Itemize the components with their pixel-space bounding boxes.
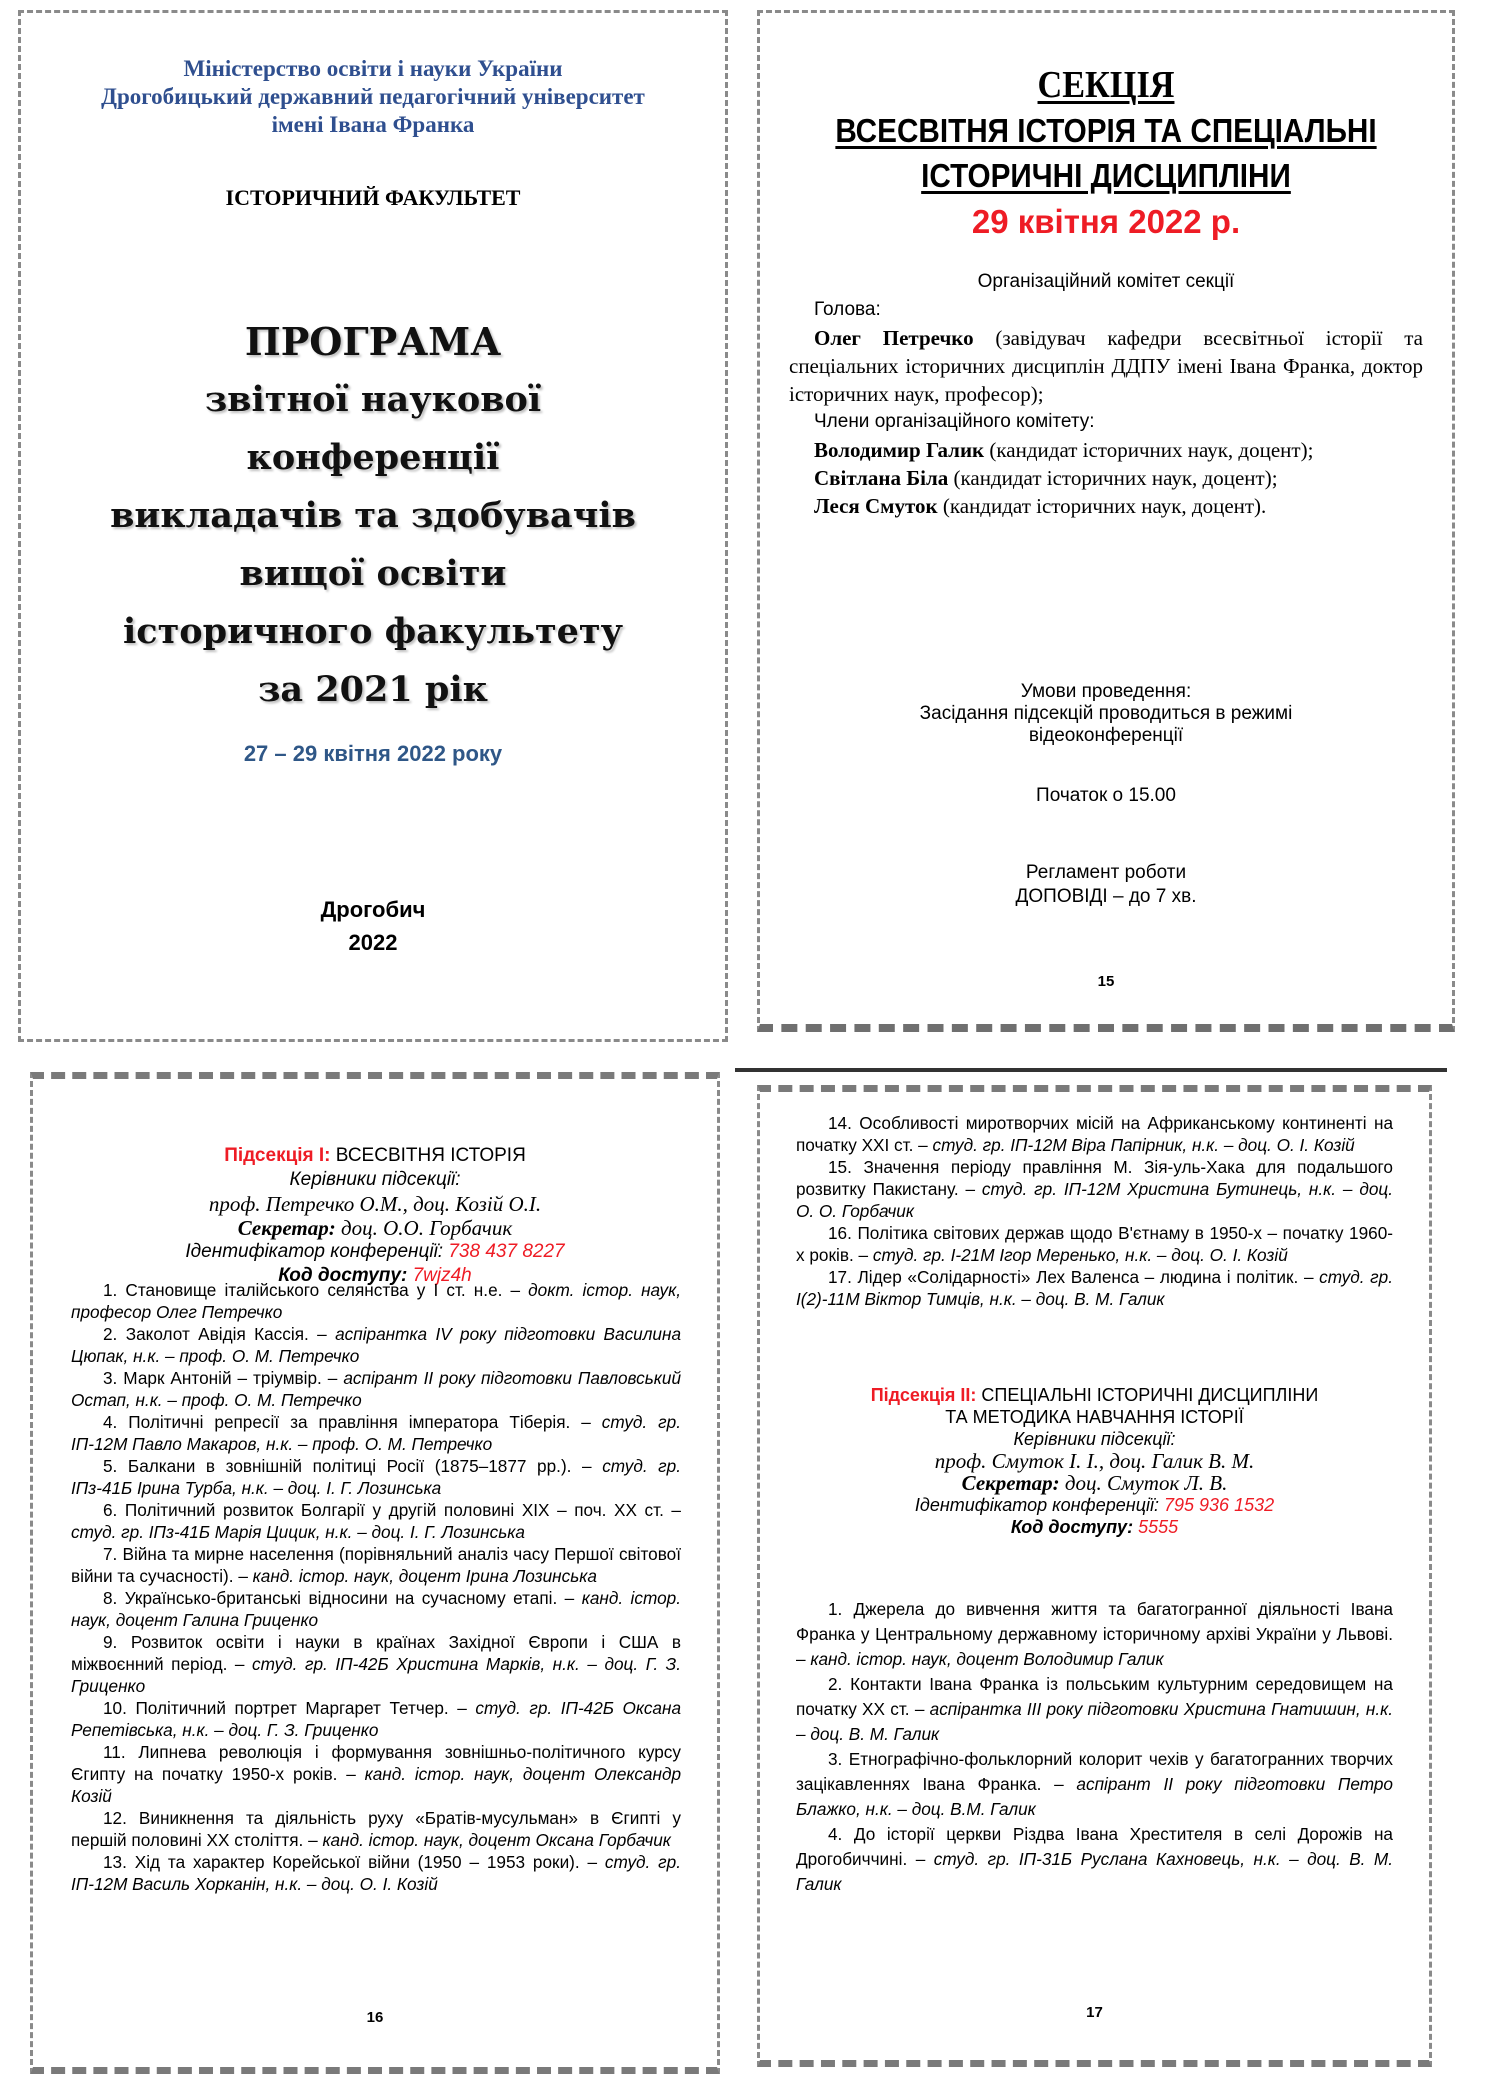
- talk-title: 14. Особливості миротворчих місій на Африканському континенті на початку ХХІ ст. –: [796, 1113, 1393, 1155]
- talk-author: студ. гр. ІПз-41Б Марія Цицик, н.к. – доц. І. Г. Лозинська: [71, 1522, 525, 1542]
- talk-title: 8. Українсько-британські відносини на сучасному етапі. –: [103, 1588, 582, 1608]
- talk-author: студ. гр. І-21М Ігор Меренько, н.к. – доц. О. І. Козій: [872, 1245, 1288, 1265]
- section-title-line: ВСЕСВІТНЯ ІСТОРІЯ ТА СПЕЦІАЛЬНІ: [835, 112, 1377, 149]
- talk-author: студ. гр. ІП-12М Павло Макаров, н.к. – проф. О. М. Петречко: [71, 1412, 681, 1454]
- start-time: Початок о 15.00: [1036, 785, 1176, 806]
- program-title-line: звітної наукової: [204, 379, 542, 420]
- program-title-line: за 2021 рік: [258, 669, 488, 710]
- section-title-line: ІСТОРИЧНІ ДИСЦИПЛІНИ: [921, 157, 1291, 194]
- conference-id-label: Ідентифікатор конференції:: [914, 1495, 1164, 1515]
- subsection-title: СПЕЦІАЛЬНІ ІСТОРИЧНІ ДИСЦИПЛІНИ: [976, 1385, 1319, 1405]
- conference-id-label: Ідентифікатор конференції:: [185, 1241, 449, 1262]
- access-code[interactable]: 7wjz4h: [412, 1265, 472, 1286]
- chair-label: Голова:: [814, 299, 881, 320]
- leaders-label: Керівники підсекції:: [289, 1169, 461, 1190]
- talk-title: 13. Хід та характер Корейської війни (1950 – 1953 роки). –: [103, 1852, 605, 1872]
- talk-item: [71, 1631, 681, 1697]
- page-number: 16: [366, 2009, 384, 2026]
- conditions: [760, 681, 1452, 747]
- talk-author: аспірант ІІ року підготовки Павловський Остап, н.к. – проф. О. М. Петречко: [71, 1368, 682, 1410]
- divider: [735, 1068, 1447, 1072]
- program-title-line: ПРОГРАМА: [244, 319, 502, 364]
- section-title: [795, 63, 1418, 198]
- talk-title: 1. Становище італійського селянства у І ст. н.е. –: [103, 1280, 529, 1300]
- talk-title: 12. Виникнення та діяльність руху «Братів-мусульман» в Єгипті у першій половині ХХ століття. –: [71, 1808, 681, 1850]
- university-name: Дрогобицький державний педагогічний університет: [101, 84, 645, 109]
- talk-author: канд. істор. наук, доцент Оксана Горбачик: [322, 1830, 671, 1850]
- chair-name: Олег Петречко: [814, 326, 974, 350]
- subsection-1-page: [30, 1072, 720, 2074]
- talk-author: студ. гр. ІП-42Б Христина Марків, н.к. – доц. Г. З. Гриценко: [71, 1654, 681, 1696]
- talk-title: 2. Заколот Авідія Кассія. –: [103, 1324, 336, 1344]
- talk-item: [71, 1741, 681, 1807]
- talk-title: 6. Політичний розвиток Болгарії у другій половині ХІХ – поч. ХХ ст. –: [103, 1500, 681, 1520]
- section-word: СЕКЦІЯ: [1037, 64, 1175, 106]
- subsection-label: Підсекція І:: [224, 1145, 331, 1166]
- chair-desc: (завідувач кафедри всесвітньої історії та спеціальних історичних дисциплін ДДПУ імені Івана Франка, доктор історичних наук, професор);: [789, 326, 1424, 406]
- conditions-text: Засідання підсекцій проводиться в режимі: [919, 703, 1293, 724]
- section-page: [757, 10, 1455, 1032]
- talk-title: 10. Політичний портрет Маргарет Тетчер. –: [103, 1698, 476, 1718]
- talks-list: [71, 1279, 681, 1895]
- talk-author: студ. гр. ІП-31Б Руслана Кахновець, н.к. – доц. В. М. Галик: [796, 1849, 1394, 1894]
- secretary-label: Секретар:: [237, 1216, 336, 1240]
- subsection-2-page: [757, 1085, 1432, 2067]
- ministry-name: Міністерство освіти і науки України: [183, 56, 563, 81]
- talk-title: 17. Лідер «Солідарності» Лех Валенса – людина і політик. –: [828, 1267, 1320, 1287]
- talk-item: [71, 1367, 681, 1411]
- talk-author: аспірант ІІ року підготовки Петро Блажко, н.к. – доц. В.М. Галик: [796, 1774, 1393, 1819]
- leaders-label: Керівники підсекції:: [1013, 1429, 1176, 1449]
- leaders: проф. Смуток І. І., доц. Галик В. М.: [934, 1449, 1255, 1473]
- talk-item: [796, 1747, 1393, 1822]
- talk-title: 15. Значення періоду правління М. Зія-уль-Хака для подальшого розвитку Пакистану. –: [796, 1157, 1393, 1199]
- talk-item: [796, 1222, 1393, 1266]
- talk-title: 16. Політика світових держав щодо В'єтнаму в 1950-х – початку 1960-х років. –: [796, 1223, 1393, 1265]
- talk-title: 4. До історії церкви Різдва Івана Хрестителя в селі Дорожів на Дрогобиччині. –: [796, 1824, 1393, 1869]
- talk-author: канд. істор. наук, доцент Володимир Галик: [810, 1649, 1164, 1669]
- talk-title: 7. Війна та мирне населення (порівняльний аналіз часу Першої світової війни та сучасності). –: [71, 1544, 681, 1586]
- leaders: проф. Петречко О.М., доц. Козій О.І.: [208, 1192, 542, 1216]
- cover-page: [18, 10, 728, 1042]
- talk-item: [796, 1822, 1393, 1897]
- conditions-text: відеоконференції: [1028, 725, 1184, 746]
- member-desc: (кандидат історичних наук, доцент).: [937, 494, 1267, 518]
- page-number: 17: [1086, 2004, 1103, 2021]
- access-code-label: Код доступу:: [1010, 1517, 1139, 1537]
- member-name: Володимир Галик: [814, 438, 985, 462]
- subsection-label: Підсекція ІІ:: [870, 1385, 977, 1405]
- members-label: Члени організаційного комітету:: [814, 411, 1095, 432]
- talk-item: [796, 1672, 1393, 1747]
- talk-title: 1. Джерела до вивчення життя та багатогранної діяльності Івана Франка у Центральному державному історичному архіві України у Львові. –: [796, 1599, 1393, 1669]
- talk-author: аспірантка ІІІ року підготовки Христина Гнатишин, н.к. – доц. В. М. Галик: [796, 1699, 1393, 1744]
- talk-title: 9. Розвиток освіти і науки в країнах Західної Європи і США в міжвоєнний період. –: [71, 1632, 681, 1674]
- talks-list: [796, 1597, 1393, 1897]
- program-title-line: вищої освіти: [239, 553, 507, 594]
- secretary: доц. Смуток Л. В.: [1059, 1471, 1228, 1495]
- conditions-label: Умови проведення:: [1020, 681, 1192, 702]
- talk-author: студ. гр. І(2)-11М Віктор Тимців, н.к. – доц. В. М. Галик: [796, 1267, 1393, 1309]
- secretary-label: Секретар:: [961, 1471, 1060, 1495]
- subsection-header: [33, 1144, 717, 1288]
- member-name: Світлана Біла: [814, 466, 949, 490]
- member-entry: [789, 436, 1423, 464]
- talk-item: [796, 1156, 1393, 1222]
- talk-item: [71, 1851, 681, 1895]
- talk-item: [71, 1411, 681, 1455]
- access-code-label: Код доступу:: [278, 1265, 413, 1286]
- talk-item: [71, 1807, 681, 1851]
- conference-id[interactable]: 795 936 1532: [1164, 1495, 1275, 1515]
- talk-item: [71, 1455, 681, 1499]
- talk-title: 2. Контакти Івана Франка із польським культурним середовищем на початку ХХ ст. –: [796, 1674, 1393, 1719]
- subsection-title: ВСЕСВІТНЯ ІСТОРІЯ: [330, 1145, 526, 1166]
- access-code[interactable]: 5555: [1138, 1517, 1179, 1537]
- committee-title: Організаційний комітет секції: [977, 271, 1235, 292]
- regulation: [760, 861, 1452, 909]
- talk-title: 11. Липнева революція і формування зовнішньо-політичного курсу Єгипту на початку 1950-х років. –: [71, 1742, 681, 1784]
- conference-id[interactable]: 738 437 8227: [448, 1241, 565, 1262]
- city-year: [21, 893, 725, 959]
- cover-header: [21, 55, 725, 139]
- talk-author: докт. істор. наук, професор Олег Петречко: [71, 1280, 681, 1322]
- chair-entry: [789, 324, 1423, 408]
- talk-item: [71, 1697, 681, 1741]
- member-desc: (кандидат історичних наук, доцент);: [948, 466, 1278, 490]
- conference-dates: 27 – 29 квітня 2022 року: [243, 741, 503, 766]
- talk-item: [71, 1587, 681, 1631]
- secretary: доц. О.О. Горбачик: [335, 1216, 513, 1240]
- faculty-name: ІСТОРИЧНИЙ ФАКУЛЬТЕТ: [225, 185, 521, 210]
- subsection-title: ТА МЕТОДИКА НАВЧАННЯ ІСТОРІЇ: [945, 1407, 1244, 1427]
- talk-item: [796, 1266, 1393, 1310]
- talk-author: студ. гр. ІП-42Б Оксана Репетівська, н.к. – доц. Г. З. Гриценко: [71, 1698, 681, 1740]
- talk-author: канд. істор. наук, доцент Олександр Козій: [71, 1764, 682, 1806]
- talk-author: студ. гр. ІП-12М Христина Бутинець, н.к. – доц. О. О. Горбачик: [796, 1179, 1393, 1221]
- program-title-line: викладачів та здобувачів: [110, 495, 636, 536]
- member-name: Леся Смуток: [814, 494, 938, 518]
- talk-title: 3. Марк Антоній – тріумвір. –: [103, 1368, 344, 1388]
- organizing-committee: [789, 268, 1423, 520]
- talk-item: [71, 1279, 681, 1323]
- member-entry: [789, 464, 1423, 492]
- talk-item: [796, 1597, 1393, 1672]
- talk-item: [71, 1323, 681, 1367]
- talk-author: студ. гр. ІП-12М Василь Хорканін, н.к. – доц. О. І. Козій: [71, 1852, 681, 1894]
- university-honorific: імені Івана Франка: [271, 112, 475, 137]
- talk-item: [71, 1543, 681, 1587]
- program-title-line: історичного факультету: [122, 611, 624, 652]
- member-entry: [789, 492, 1423, 520]
- talk-author: аспірантка IV року підготовки Василина Цюпак, н.к. – проф. О. М. Петречко: [71, 1324, 682, 1366]
- subsection-header: [760, 1384, 1429, 1538]
- regulation-text: ДОПОВІДІ – до 7 хв.: [1015, 886, 1197, 907]
- talk-title: 5. Балкани в зовнішній політиці Росії (1875–1877 рр.). –: [103, 1456, 603, 1476]
- city: Дрогобич: [320, 897, 426, 922]
- talk-author: студ. гр. ІП-12М Віра Папірник, н.к. – доц. О. І. Козій: [932, 1135, 1355, 1155]
- talk-item: [71, 1499, 681, 1543]
- page-number: 15: [1097, 973, 1115, 990]
- program-title-line: конференції: [246, 437, 500, 478]
- regulation-label: Регламент роботи: [1025, 862, 1187, 883]
- talk-item: [796, 1112, 1393, 1156]
- talk-author: канд. істор. наук, доцент Галина Гриценко: [71, 1588, 681, 1630]
- talks-list-continued: [796, 1112, 1393, 1310]
- section-date: 29 квітня 2022 р.: [971, 203, 1241, 240]
- program-title: [21, 313, 725, 719]
- talk-title: 3. Етнографічно-фольклорний колорит чехів у багатогранних творчих зацікавленнях Івана Франка. –: [796, 1749, 1393, 1794]
- year: 2022: [348, 930, 398, 955]
- member-desc: (кандидат історичних наук, доцент);: [984, 438, 1314, 462]
- talk-author: студ. гр. ІПз-41Б Ірина Турба, н.к. – доц. І. Г. Лозинська: [71, 1456, 681, 1498]
- talk-author: канд. істор. наук, доцент Ірина Лозинська: [252, 1566, 597, 1586]
- talk-title: 4. Політичні репресії за правління імператора Тіберія. –: [103, 1412, 602, 1432]
